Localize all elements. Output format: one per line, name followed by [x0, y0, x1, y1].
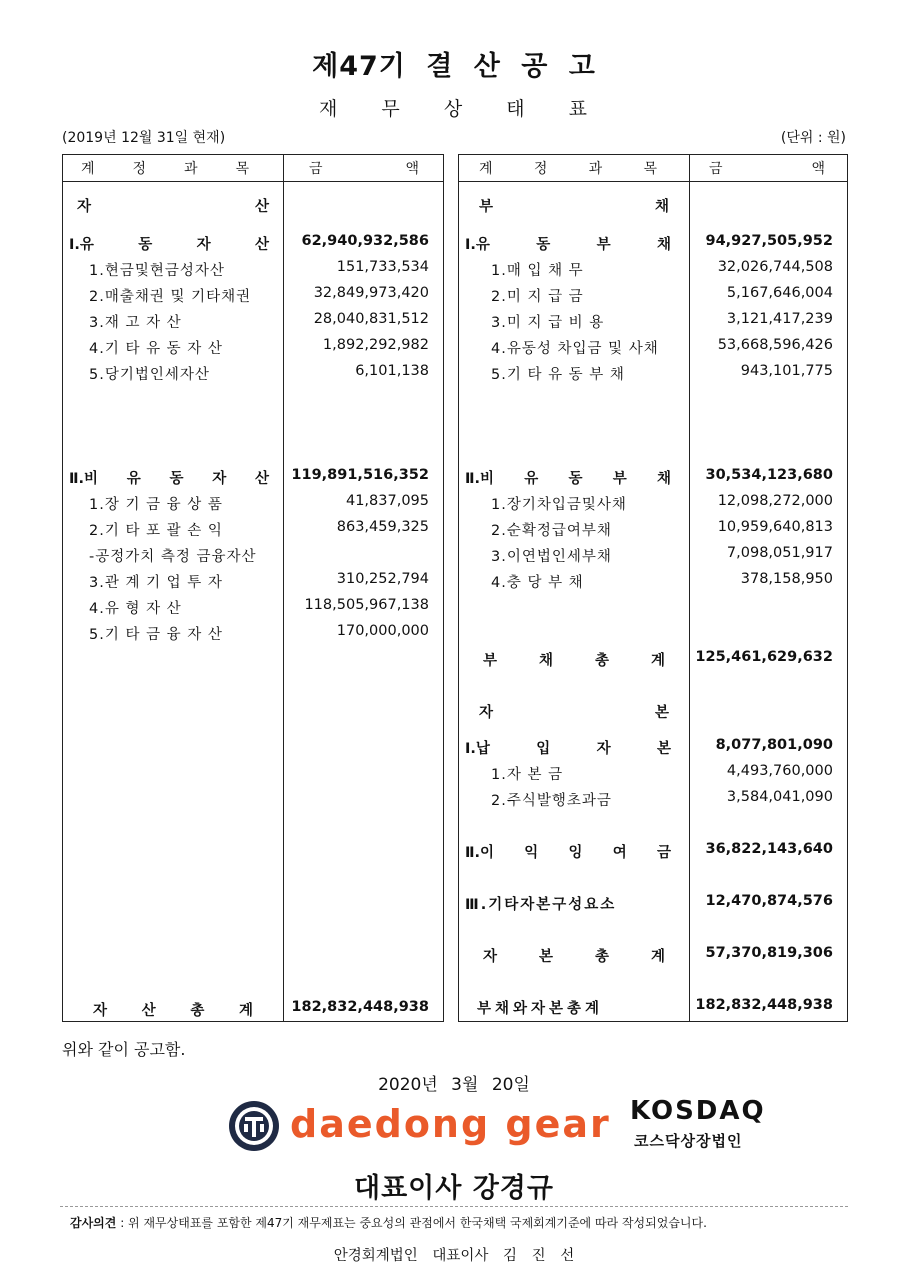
account-label-part: Ⅰ.납	[465, 741, 490, 757]
company-logo	[226, 1098, 786, 1154]
amount-value: 36,822,143,640	[705, 841, 833, 857]
account-label	[479, 195, 669, 216]
account-label-part: Ⅰ.유	[69, 237, 94, 253]
amount-value: 310,252,794	[336, 571, 429, 587]
as-of-date: (2019년 12월 31일 현재)	[62, 130, 226, 146]
table-row	[63, 519, 443, 541]
header-account-char: 계	[479, 161, 493, 177]
account-label-text: 4.유 형 자 산	[89, 601, 182, 617]
account-label	[465, 893, 671, 914]
account-label	[69, 233, 269, 254]
audit-label: 감사의견	[70, 1216, 117, 1230]
subtotal-row	[459, 893, 847, 915]
account-label-part: 자	[479, 705, 494, 721]
header-account-char: 정	[132, 161, 147, 177]
table-row	[63, 545, 443, 567]
account-label-part: 자	[77, 199, 92, 215]
daedong-emblem-icon	[226, 1098, 282, 1154]
account-label-part: 자	[196, 237, 211, 253]
header-account-char: 목	[643, 161, 657, 177]
account-label	[89, 519, 269, 540]
amount-value: 6,101,138	[355, 363, 429, 379]
announcement-date: 2020년 3월 20일	[378, 1075, 530, 1095]
amount-value: 151,733,534	[336, 259, 429, 275]
account-label-part: Ⅰ.유	[465, 237, 490, 253]
account-label	[89, 545, 269, 566]
amount-value: 12,098,272,000	[717, 493, 833, 509]
account-label-part: 산	[254, 199, 269, 215]
account-label	[89, 363, 269, 384]
account-label	[89, 311, 269, 332]
amount-value: 170,000,000	[336, 623, 429, 639]
account-label-text: 4.기 타 유 동 자 산	[89, 341, 223, 357]
header-amount-char: 액	[405, 161, 419, 177]
account-label	[491, 519, 671, 540]
table-row	[63, 493, 443, 515]
account-label-part: 계	[650, 949, 665, 965]
table-row	[63, 571, 443, 593]
account-label	[483, 945, 665, 966]
account-label-part: 부	[479, 199, 494, 215]
account-label	[465, 841, 671, 862]
account-label-part: 유	[126, 471, 141, 487]
account-label	[69, 467, 269, 488]
amount-value: 8,077,801,090	[715, 737, 833, 753]
section-heading	[459, 701, 847, 723]
subtotal-row	[459, 737, 847, 759]
amount-value: 94,927,505,952	[705, 233, 833, 249]
header-amount-char: 금	[709, 161, 723, 177]
amount-value: 182,832,448,938	[695, 997, 833, 1013]
account-label-part: Ⅱ.비	[69, 471, 99, 487]
account-label-text: 1.장 기 금 융 상 품	[89, 497, 223, 513]
page-subtitle: 재 무 상 태 표	[319, 98, 589, 120]
table-row	[63, 311, 443, 333]
table-row	[63, 597, 443, 619]
account-label	[89, 337, 269, 358]
account-label	[491, 545, 671, 566]
table-row	[459, 311, 847, 333]
account-label	[93, 999, 253, 1020]
subtotal-row	[63, 233, 443, 255]
account-label-part: 본	[654, 705, 669, 721]
audit-text: : 위 재무상태표를 포함한 제47기 재무제표는 중요성의 관점에서 한국채택 국제회계기준에 따라 작성되었습니다.	[116, 1216, 707, 1230]
amount-value: 12,470,874,576	[705, 893, 833, 909]
amount-value: 119,891,516,352	[291, 467, 429, 483]
account-label-part: 채	[656, 471, 671, 487]
total-row	[459, 649, 847, 671]
account-label	[89, 571, 269, 592]
table-row	[459, 789, 847, 811]
header-amount-char: 금	[309, 161, 323, 177]
table-row	[459, 545, 847, 567]
header-account-char: 목	[235, 161, 249, 177]
account-label-text: 2.순확정급여부채	[491, 523, 612, 539]
account-label-part: 금	[656, 845, 671, 861]
amount-value: 182,832,448,938	[291, 999, 429, 1015]
account-label-part: 동	[536, 237, 551, 253]
amount-value: 1,892,292,982	[322, 337, 429, 353]
account-label-text: Ⅲ.기타자본구성요소	[465, 897, 617, 913]
account-label-part: Ⅱ.이	[465, 845, 495, 861]
account-label-part: 산	[254, 237, 269, 253]
account-label-part: 자	[212, 471, 227, 487]
account-label-part: 부	[483, 653, 498, 669]
auditor-name: 안경회계법인 대표이사 김 진 선	[333, 1248, 575, 1264]
account-label	[465, 737, 671, 758]
account-label	[465, 233, 671, 254]
account-label-part: 채	[538, 653, 553, 669]
account-label-part: 동	[568, 471, 583, 487]
header-amount-char: 액	[811, 161, 825, 177]
account-label-text: 3.미 지 급 비 용	[491, 315, 605, 331]
divider	[60, 1206, 848, 1207]
amount-value: 863,459,325	[336, 519, 429, 535]
account-label	[89, 597, 269, 618]
account-label-part: 계	[238, 1003, 253, 1019]
table-row	[459, 763, 847, 785]
amount-value: 62,940,932,586	[301, 233, 429, 249]
account-label-part: 동	[169, 471, 184, 487]
grand-total-row	[459, 997, 847, 1019]
account-label-part: 총	[594, 949, 609, 965]
table-row	[63, 623, 443, 645]
subtotal-row	[459, 467, 847, 489]
account-label	[491, 311, 671, 332]
account-label-part: Ⅱ.비	[465, 471, 495, 487]
account-label-part: 부	[596, 237, 611, 253]
amount-value: 32,849,973,420	[313, 285, 429, 301]
liabilities-equity-table	[458, 154, 848, 1022]
section-heading	[63, 195, 443, 217]
account-label	[77, 195, 269, 216]
account-label-part: 입	[536, 741, 551, 757]
account-label-text: 4.충 당 부 채	[491, 575, 584, 591]
table-row	[459, 493, 847, 515]
account-label	[491, 493, 671, 514]
account-label-text: 5.기 타 유 동 부 채	[491, 367, 625, 383]
audit-opinion	[70, 1214, 707, 1231]
header-account-char: 정	[533, 161, 548, 177]
account-label-text: 3.이연법인세부채	[491, 549, 612, 565]
account-label-text: 1.자 본 금	[491, 767, 564, 783]
table-row	[459, 259, 847, 281]
table-row	[459, 519, 847, 541]
account-label-text: 2.주식발행초과금	[491, 793, 612, 809]
account-label-part: 본	[656, 741, 671, 757]
account-label-part: 자	[93, 1003, 108, 1019]
account-label	[89, 285, 269, 306]
table-row	[63, 363, 443, 385]
table-row	[459, 337, 847, 359]
amount-value: 28,040,831,512	[313, 311, 429, 327]
account-label-part: 총	[190, 1003, 205, 1019]
company-wordmark: daedong gear	[290, 1102, 611, 1146]
account-label-text: 3.관 계 기 업 투 자	[89, 575, 223, 591]
amount-value: 125,461,629,632	[695, 649, 833, 665]
amount-value: 10,959,640,813	[717, 519, 833, 535]
account-label-text: 부채와자본총계	[477, 1001, 604, 1017]
amount-value: 4,493,760,000	[726, 763, 833, 779]
account-label-part: 익	[524, 845, 539, 861]
page-title: 제47기 결 산 공 고	[312, 51, 596, 82]
account-label-part: 산	[254, 471, 269, 487]
amount-value: 3,584,041,090	[726, 789, 833, 805]
table-row	[459, 285, 847, 307]
account-label	[491, 285, 671, 306]
account-label	[89, 259, 269, 280]
account-label-text: 1.매 입 채 무	[491, 263, 584, 279]
notice-text: 위와 같이 공고함.	[62, 1040, 186, 1059]
amount-value: 3,121,417,239	[726, 311, 833, 327]
amount-value: 32,026,744,508	[717, 259, 833, 275]
account-label-part: 자	[596, 741, 611, 757]
account-label-text: 5.당기법인세자산	[89, 367, 210, 383]
assets-table-header	[63, 155, 443, 182]
amount-value: 53,668,596,426	[717, 337, 833, 353]
table-row	[459, 571, 847, 593]
account-label-part: 유	[524, 471, 539, 487]
ceo-name: 대표이사 강경규	[354, 1173, 554, 1204]
account-label-part: 잉	[568, 845, 583, 861]
amount-value: 57,370,819,306	[705, 945, 833, 961]
account-label	[89, 623, 269, 644]
account-label	[89, 493, 269, 514]
account-label	[491, 763, 671, 784]
account-label-text: 4.유동성 차입금 및 사채	[491, 341, 659, 357]
total-row	[63, 999, 443, 1021]
amount-value: 118,505,967,138	[304, 597, 429, 613]
table-row	[63, 337, 443, 359]
kosdaq-label: KOSDAQ	[630, 1096, 766, 1126]
subtotal-row	[459, 841, 847, 863]
account-label	[465, 467, 671, 488]
account-label-part: 총	[594, 653, 609, 669]
amount-value: 943,101,775	[740, 363, 833, 379]
subtotal-row	[459, 233, 847, 255]
account-label	[491, 337, 671, 358]
account-label-part: 채	[654, 199, 669, 215]
account-label-text: 1.장기차입금및사채	[491, 497, 627, 513]
account-label-text: 3.재 고 자 산	[89, 315, 182, 331]
currency-unit: (단위 : 원)	[780, 130, 846, 146]
kosdaq-sub-label: 코스닥상장법인	[634, 1132, 743, 1150]
amount-value: 7,098,051,917	[726, 545, 833, 561]
account-label-part: 계	[650, 653, 665, 669]
liabilities-table-header	[459, 155, 847, 182]
header-account-char: 과	[183, 161, 198, 177]
account-label-text: 2.미 지 급 금	[491, 289, 584, 305]
account-label-part: 채	[656, 237, 671, 253]
amount-value: 30,534,123,680	[705, 467, 833, 483]
account-label-part: 산	[141, 1003, 156, 1019]
account-label-text: 2.기 타 포 괄 손 익	[89, 523, 223, 539]
account-label	[491, 259, 671, 280]
assets-table	[62, 154, 444, 1022]
account-label-part: 여	[612, 845, 627, 861]
amount-value: 5,167,646,004	[726, 285, 833, 301]
account-label	[491, 571, 671, 592]
account-label	[491, 363, 671, 384]
amount-value: 41,837,095	[345, 493, 429, 509]
table-row	[63, 259, 443, 281]
total-row	[459, 945, 847, 967]
account-label-text: 2.매출채권 및 기타채권	[89, 289, 252, 305]
account-label-part: 부	[612, 471, 627, 487]
section-heading	[459, 195, 847, 217]
account-label	[491, 789, 671, 810]
account-label	[479, 701, 669, 722]
account-label	[477, 997, 677, 1018]
account-label-part: 본	[538, 949, 553, 965]
account-label-text: -공정가치 측정 금융자산	[89, 549, 257, 565]
table-row	[63, 285, 443, 307]
account-label-part: 동	[138, 237, 153, 253]
amount-value: 378,158,950	[740, 571, 833, 587]
header-account-char: 과	[588, 161, 603, 177]
table-row	[459, 363, 847, 385]
account-label-text: 5.기 타 금 융 자 산	[89, 627, 223, 643]
account-label	[483, 649, 665, 670]
account-label-part: 자	[483, 949, 498, 965]
subtotal-row	[63, 467, 443, 489]
header-account-char: 계	[81, 161, 95, 177]
account-label-text: 1.현금및현금성자산	[89, 263, 225, 279]
